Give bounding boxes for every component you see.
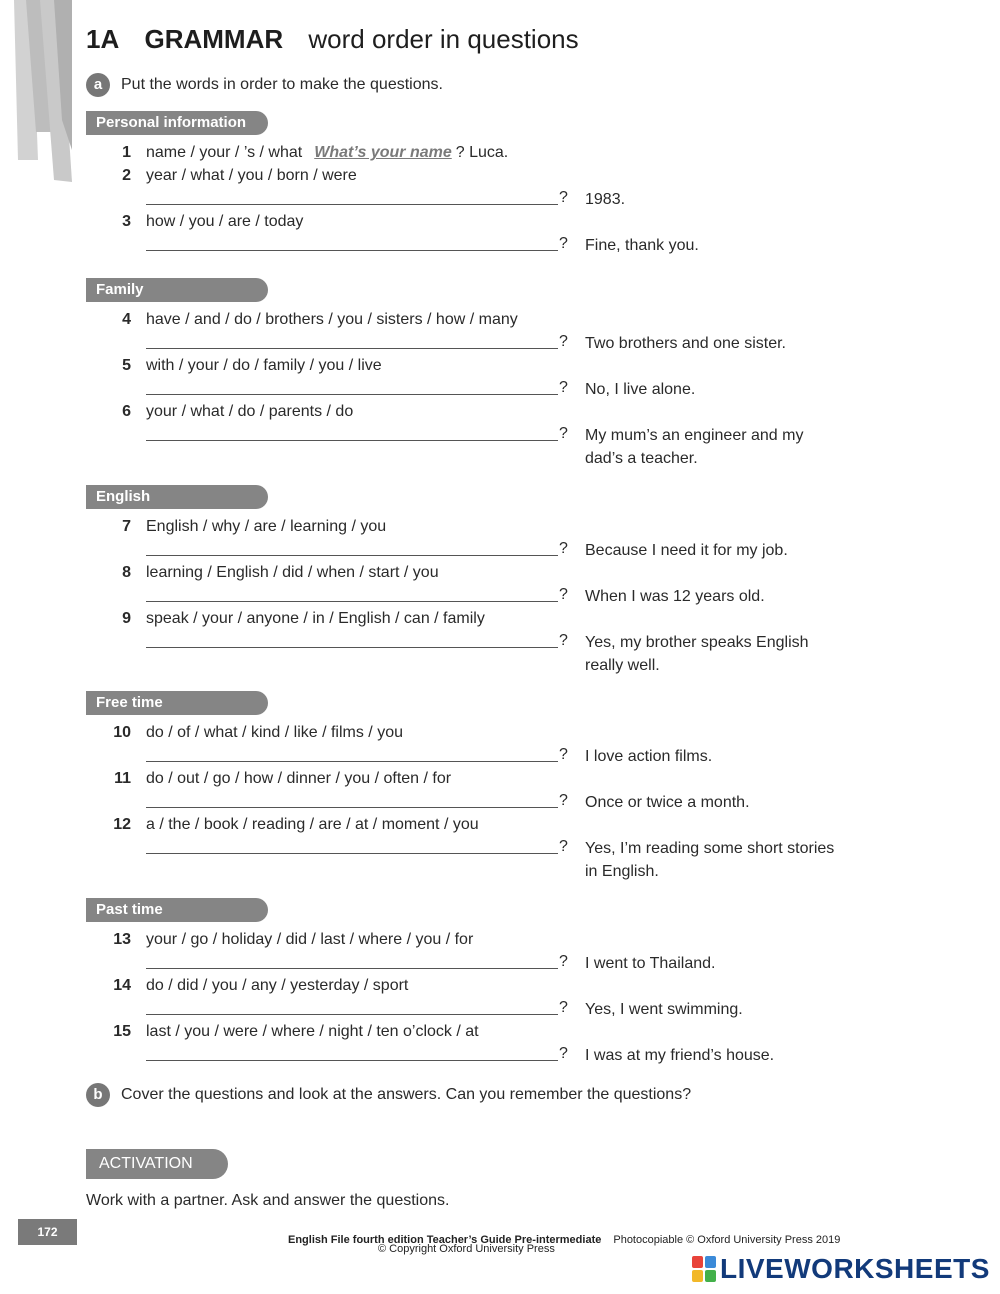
answer-line-input[interactable] [146,761,558,762]
answer-line-input[interactable] [146,853,558,854]
item-number: 12 [113,816,131,833]
item-answer: I love action films. [585,748,713,765]
footer-credits [288,1234,840,1246]
answer-line-input[interactable] [146,1060,558,1061]
item-answer: I was at my friend’s house. [585,1047,775,1064]
liveworksheets-logo-icon [692,1256,716,1282]
question-mark: ? [559,425,568,442]
section-header-free-time: Free time [86,691,268,715]
example-item [146,144,508,162]
section-name: GRAMMAR [144,24,284,54]
question-mark: ? [559,746,568,763]
footer-photocopiable: Photocopiable © Oxford University Press 2019 [613,1234,841,1246]
item-number: 4 [122,311,131,328]
example-answer-question: What’s your name [314,144,452,161]
question-mark: ? [559,632,568,649]
item-answer: I went to Thailand. [585,955,716,972]
question-mark: ? [559,379,568,396]
item-words: with / your / do / family / you / live [146,357,382,374]
item-words: year / what / you / born / were [146,167,357,184]
item-answer: Once or twice a month. [585,794,750,811]
item-answer: My mum’s an engineer and my dad’s a teacher. [585,427,804,467]
item-words: do / out / go / how / dinner / you / often / for [146,770,452,787]
question-mark: ? [559,792,568,809]
question-mark: ? [559,540,568,557]
item-number: 6 [122,403,131,420]
item-answer: Yes, my brother speaks English really well. [585,634,809,674]
item-number: 11 [114,770,131,787]
exercise-a-instruction: Put the words in order to make the questions. [121,76,443,93]
item-number: 8 [122,564,131,581]
question-mark: ? [559,235,568,252]
answer-line-input[interactable] [146,250,558,251]
item-answer: When I was 12 years old. [585,588,765,605]
section-header-english: English [86,485,268,509]
item-number: 9 [122,610,131,627]
unit-code: 1A [86,24,120,54]
item-answer: Yes, I’m reading some short stories in English. [585,840,835,880]
item-answer: Because I need it for my job. [585,542,788,559]
section-header-past-time: Past time [86,898,268,922]
exercise-b-badge: b [86,1083,110,1107]
answer-line-input[interactable] [146,968,558,969]
item-number: 10 [113,724,131,741]
item-words: last / you / were / where / night / ten o’clock / at [146,1023,479,1040]
item-words: your / what / do / parents / do [146,403,354,420]
item-number: 3 [122,213,131,230]
exercise-b-instruction: Cover the questions and look at the answers. Can you remember the questions? [121,1086,692,1103]
page-title [86,24,579,55]
item-number: 15 [113,1023,131,1040]
section-header-personal-information: Personal information [86,111,268,135]
item-words: speak / your / anyone / in / English / can / family [146,610,485,627]
exercise-a-badge: a [86,73,110,97]
question-mark: ? [559,1045,568,1062]
answer-line-input[interactable] [146,601,558,602]
answer-line-input[interactable] [146,348,558,349]
item-number: 7 [122,518,131,535]
item-number: 5 [122,357,131,374]
activation-text: Work with a partner. Ask and answer the questions. [86,1192,450,1209]
question-mark: ? [559,999,568,1016]
item-words: do / of / what / kind / like / films / you [146,724,403,741]
topic-title: word order in questions [308,24,579,54]
item-number: 1 [122,144,131,161]
question-mark: ? [559,953,568,970]
answer-line-input[interactable] [146,555,558,556]
item-answer: Fine, thank you. [585,237,699,254]
decorative-page-corner-graphic [14,0,76,190]
item-answer: Yes, I went swimming. [585,1001,743,1018]
question-mark: ? [559,586,568,603]
question-mark: ? [559,333,568,350]
item-answer: Two brothers and one sister. [585,335,786,352]
answer-line-input[interactable] [146,807,558,808]
item-words: your / go / holiday / did / last / where / you / for [146,931,474,948]
question-mark: ? [559,838,568,855]
item-number: 14 [113,977,131,994]
item-number: 2 [122,167,131,184]
example-words: name / your / ’s / what [146,144,303,161]
item-number: 13 [113,931,131,948]
footer-book-title: English File fourth edition Teacher’s Guide Pre-intermediate [288,1234,602,1246]
answer-line-input[interactable] [146,1014,558,1015]
item-words: how / you / are / today [146,213,304,230]
item-words: do / did / you / any / yesterday / sport [146,977,409,994]
section-header-family: Family [86,278,268,302]
example-answer: ? Luca. [455,144,509,161]
page-number: 172 [18,1219,77,1245]
brand-name: LIVEWORKSHEETS [720,1253,990,1284]
item-words: learning / English / did / when / start / you [146,564,439,581]
item-words: English / why / are / learning / you [146,518,387,535]
answer-line-input[interactable] [146,394,558,395]
item-words: have / and / do / brothers / you / sisters / how / many [146,311,518,328]
answer-line-input[interactable] [146,647,558,648]
item-words: a / the / book / reading / are / at / moment / you [146,816,479,833]
item-answer: 1983. [585,191,626,208]
question-mark: ? [559,189,568,206]
liveworksheets-brand[interactable] [692,1253,990,1285]
copyright-notice: © Copyright Oxford University Press [378,1243,555,1255]
answer-line-input[interactable] [146,204,558,205]
activation-header: ACTIVATION [86,1149,228,1179]
answer-line-input[interactable] [146,440,558,441]
item-answer: No, I live alone. [585,381,696,398]
